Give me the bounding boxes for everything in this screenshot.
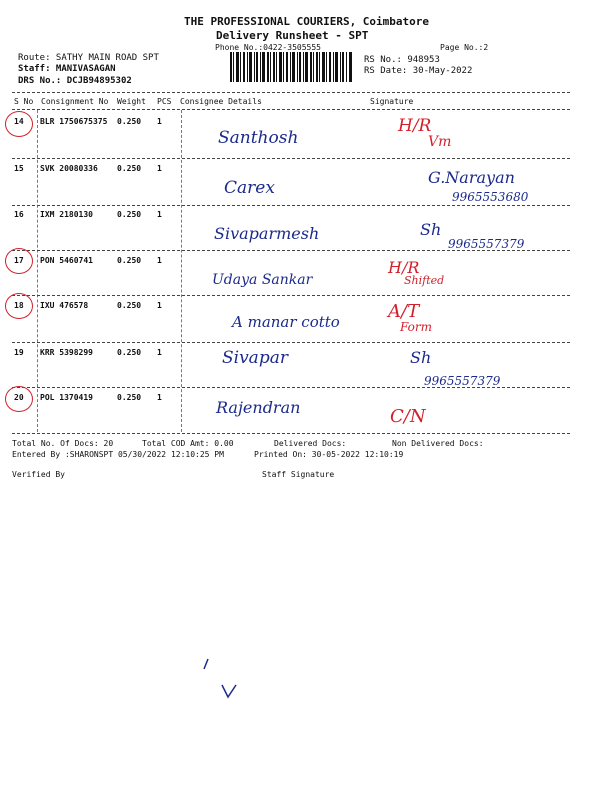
row-sno: 15	[14, 164, 24, 173]
signature-mark: H/R	[398, 116, 432, 136]
consignee-handwriting: Rajendran	[216, 398, 301, 417]
pen-mark-graphic	[196, 655, 246, 705]
col-consignee: Consignee Details	[180, 97, 262, 106]
entered-by: Entered By :SHARONSPT 05/30/2022 12:10:25 PM	[12, 450, 224, 459]
delivered-docs: Delivered Docs:	[274, 439, 347, 448]
row-divider	[12, 342, 570, 343]
col-weight: Weight	[117, 97, 146, 106]
signature-mark: Form	[400, 320, 433, 334]
row-consignment: PON 5460741	[40, 256, 93, 265]
divider-top	[12, 92, 570, 93]
row-weight: 0.250	[117, 164, 142, 173]
row-sno: 20	[14, 393, 24, 402]
row-sno: 16	[14, 210, 24, 219]
row-divider	[12, 295, 570, 296]
row-consignment: BLR 1750675375	[40, 117, 108, 126]
total-docs: Total No. Of Docs: 20	[12, 439, 114, 448]
signature-mark: G.Narayan	[428, 168, 515, 187]
red-circle-mark	[5, 293, 33, 319]
staff-label: Staff: MANIVASAGAN	[18, 64, 116, 74]
route-label: Route: SATHY MAIN ROAD SPT	[18, 53, 159, 63]
col-sno: S No	[14, 97, 34, 106]
row-pcs: 1	[157, 210, 162, 219]
consignee-handwriting: Carex	[224, 178, 275, 198]
rs-date: RS Date: 30-May-2022	[364, 66, 473, 76]
row-divider	[12, 250, 570, 251]
col-consignment: Consignment No	[41, 97, 109, 106]
consignee-handwriting: Sivapar	[222, 348, 288, 368]
non-delivered-docs: Non Delivered Docs:	[392, 439, 484, 448]
row-weight: 0.250	[117, 210, 142, 219]
divider-bottom	[12, 433, 570, 434]
phone-handwriting: 9965557379	[448, 237, 525, 251]
printed-on: Printed On: 30-05-2022 12:10:19	[254, 450, 404, 459]
signature-mark: A/T	[388, 301, 420, 322]
row-consignment: POL 1370419	[40, 393, 93, 402]
page-number: Page No.:2	[440, 43, 489, 52]
phone-handwriting: 9965557379	[424, 374, 501, 388]
phone-handwriting: 9965553680	[452, 190, 529, 204]
row-consignment: IXU 476578	[40, 301, 89, 310]
document-title: Delivery Runsheet - SPT	[216, 29, 369, 42]
signature-mark: H/R	[388, 258, 420, 277]
consignee-handwriting: A manar cotto	[232, 313, 340, 331]
signature-mark: Shifted	[404, 274, 445, 287]
row-divider	[12, 387, 570, 388]
row-sno: 18	[14, 301, 24, 310]
row-pcs: 1	[157, 301, 162, 310]
rs-number: RS No.: 948953	[364, 55, 440, 65]
signature-mark: C/N	[390, 406, 426, 427]
red-circle-mark	[5, 248, 33, 274]
row-sno: 14	[14, 117, 24, 126]
red-circle-mark	[5, 386, 33, 412]
phone-number: Phone No.:0422-3505555	[215, 43, 321, 52]
row-pcs: 1	[157, 393, 162, 402]
row-sno: 17	[14, 256, 24, 265]
col-pcs: PCS	[157, 97, 172, 106]
row-weight: 0.250	[117, 117, 142, 126]
row-sno: 19	[14, 348, 24, 357]
consignee-handwriting: Sivaparmesh	[214, 224, 320, 243]
row-divider	[12, 158, 570, 159]
row-pcs: 1	[157, 117, 162, 126]
company-name: THE PROFESSIONAL COURIERS, Coimbatore	[184, 15, 430, 28]
consignee-handwriting: Udaya Sankar	[212, 272, 313, 288]
signature-mark: Sh	[420, 220, 442, 239]
signature-mark: Sh	[410, 348, 432, 367]
row-weight: 0.250	[117, 301, 142, 310]
verified-by: Verified By	[12, 470, 65, 479]
divider-header	[12, 109, 570, 110]
total-cod: Total COD Amt: 0.00	[142, 439, 234, 448]
row-weight: 0.250	[117, 393, 142, 402]
row-weight: 0.250	[117, 348, 142, 357]
row-pcs: 1	[157, 164, 162, 173]
row-divider	[12, 205, 570, 206]
signature-mark: Vm	[428, 134, 452, 150]
col-signature: Signature	[370, 97, 414, 106]
drs-number: DRS No.: DCJB94895302	[18, 76, 132, 86]
consignee-handwriting: Santhosh	[218, 128, 299, 148]
red-circle-mark	[5, 111, 33, 137]
staff-signature: Staff Signature	[262, 470, 335, 479]
row-consignment: SVK 20080336	[40, 164, 98, 173]
row-pcs: 1	[157, 348, 162, 357]
barcode-graphic	[230, 52, 352, 82]
row-pcs: 1	[157, 256, 162, 265]
row-weight: 0.250	[117, 256, 142, 265]
row-consignment: KRR 5398299	[40, 348, 93, 357]
row-consignment: IXM 2180130	[40, 210, 93, 219]
